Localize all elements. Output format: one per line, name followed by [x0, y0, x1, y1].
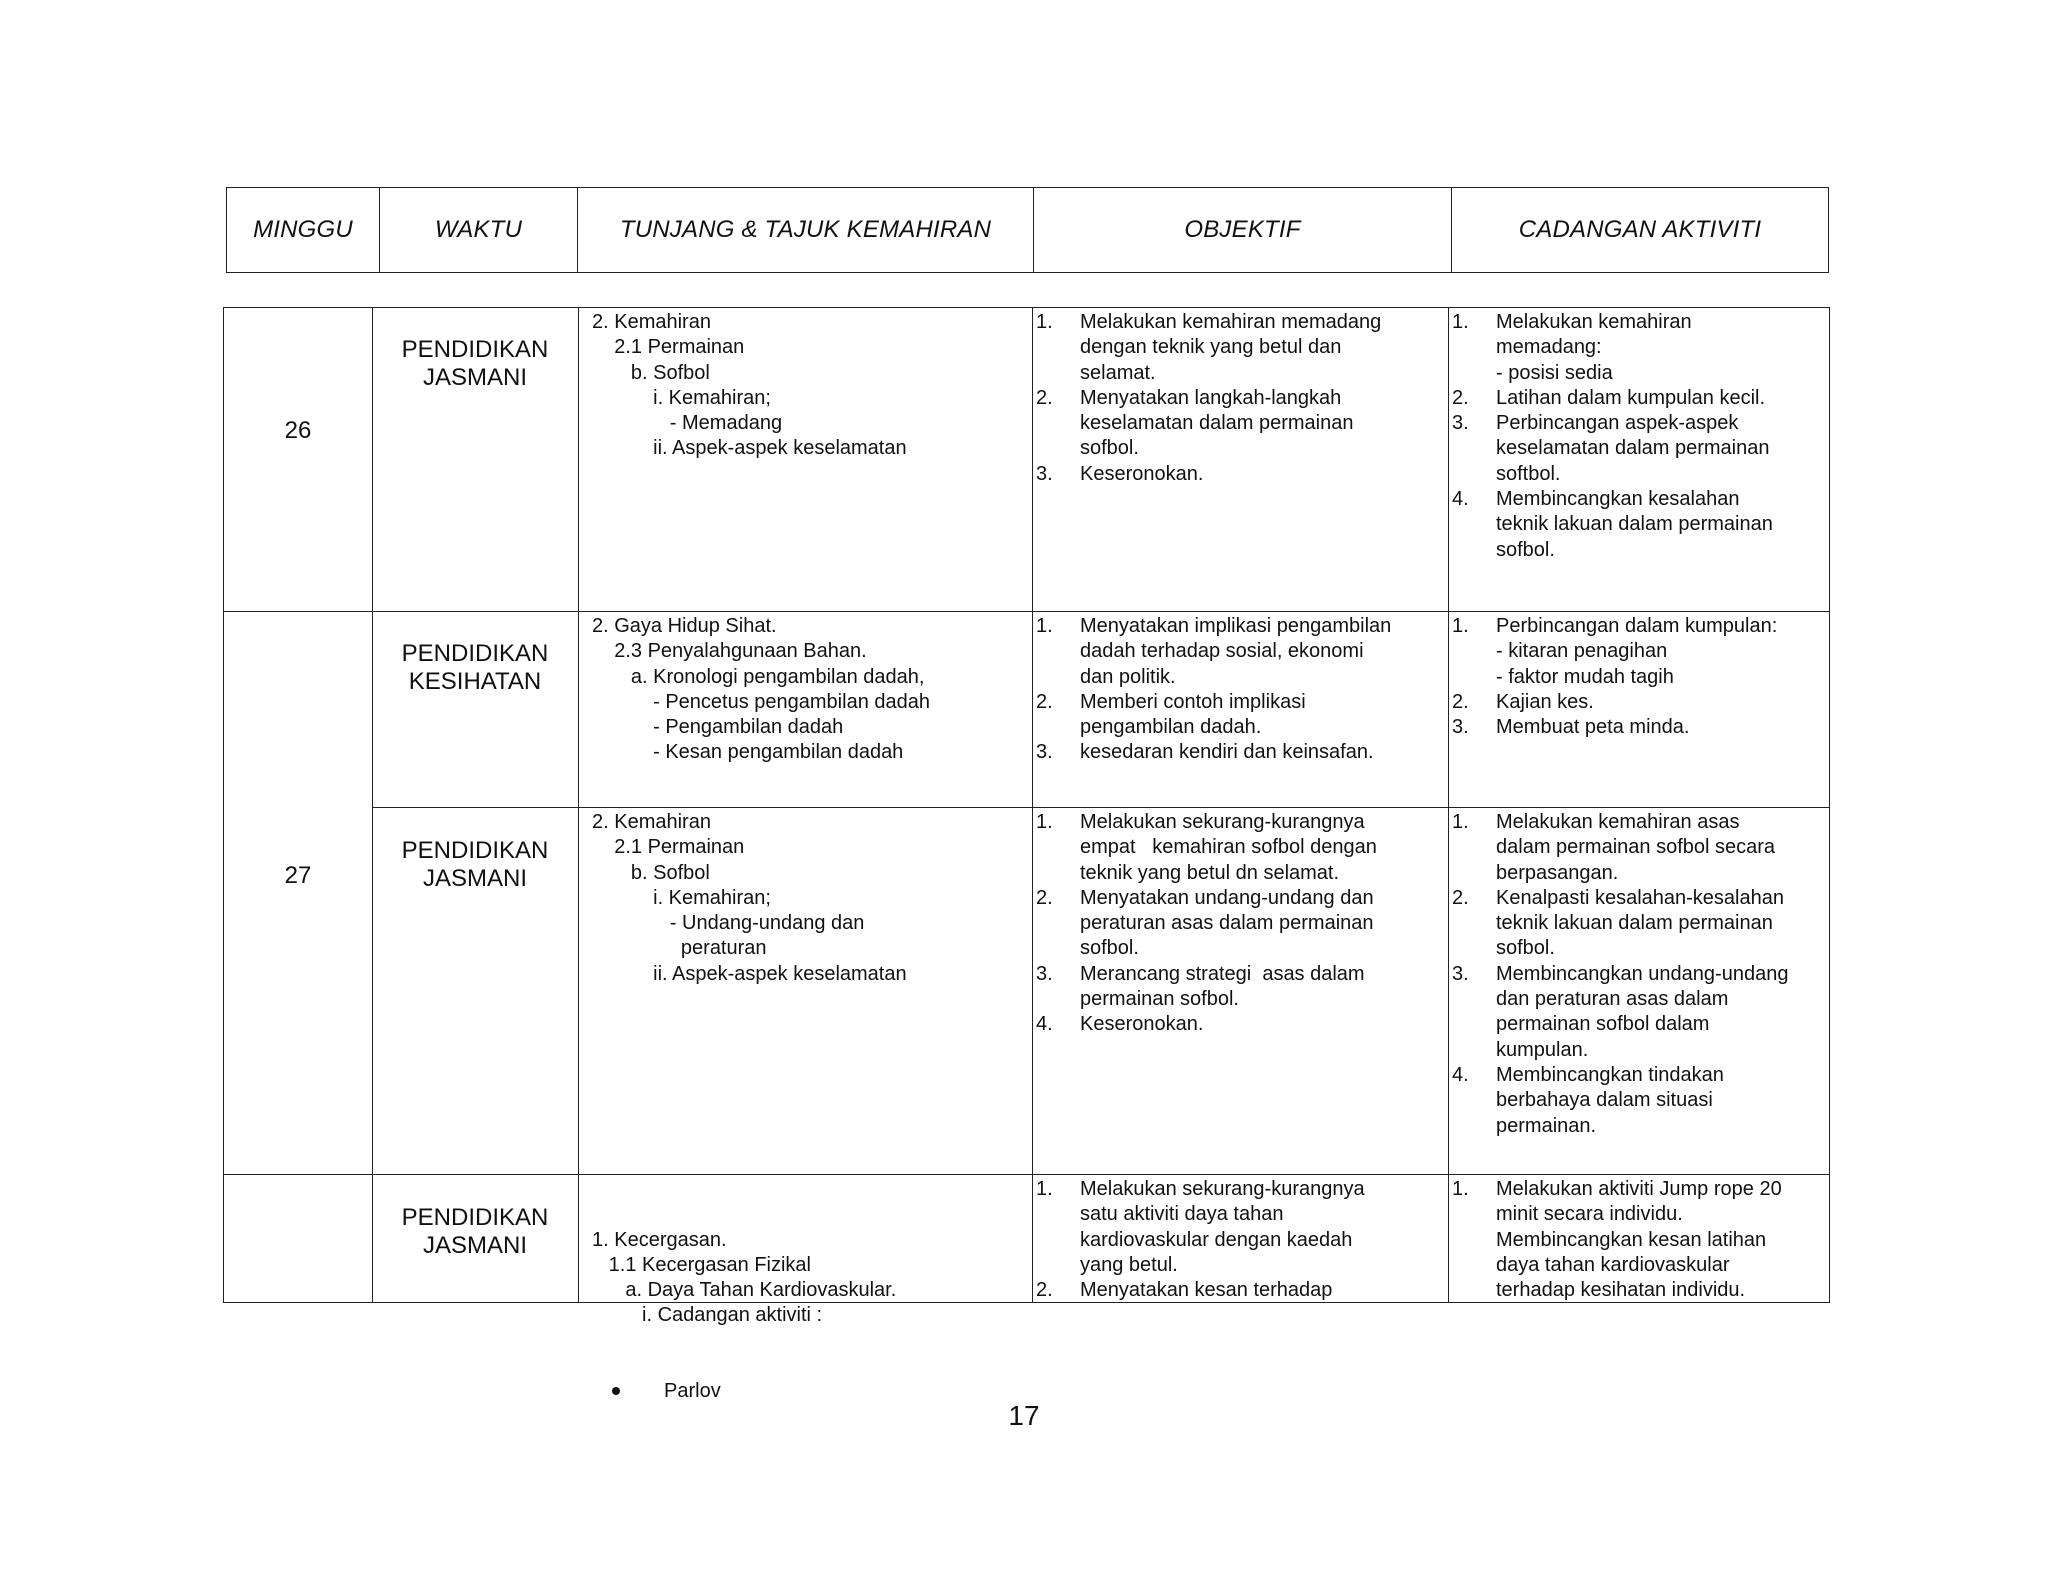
text-line: ii. Aspek-aspek keselamatan: [592, 962, 907, 985]
item-text: dan peraturan asas dalam: [1496, 988, 1729, 1011]
text-line: 2. Kemahiran: [592, 811, 711, 833]
objektif-cell: [1036, 810, 1377, 1038]
item-number: 3.: [1452, 962, 1469, 985]
item-text: Menyatakan undang-undang dan: [1080, 886, 1374, 909]
list-item: [1452, 962, 1788, 987]
waktu-cell: PENDIDIKAN JASMANI: [401, 336, 549, 391]
text-line: b. Sofbol: [592, 361, 710, 384]
col-divider: [1032, 308, 1033, 1302]
list-item: [1452, 886, 1788, 911]
list-item: [1036, 614, 1391, 639]
text-line: 1. Kecergasan.: [592, 1228, 727, 1251]
objektif-cell: [1036, 1177, 1365, 1303]
item-text: Menyatakan implikasi pengambilan: [1080, 615, 1392, 637]
item-text: permainan sofbol dalam: [1496, 1013, 1710, 1036]
tunjang-lines: [592, 1228, 896, 1329]
item-text: Melakukan kemahiran memadang: [1080, 311, 1382, 333]
list-item: [1036, 1253, 1365, 1278]
row-divider: [372, 807, 1829, 808]
item-text: yang betul.: [1080, 1253, 1178, 1276]
item-text: Perbincangan aspek-aspek: [1496, 412, 1739, 435]
item-number: 4.: [1036, 1013, 1053, 1036]
list-item: [1452, 810, 1788, 835]
item-text: Latihan dalam kumpulan kecil.: [1496, 386, 1766, 409]
item-text: Perbincangan dalam kumpulan:: [1496, 615, 1778, 637]
item-text: Melakukan kemahiran: [1496, 311, 1692, 333]
row-divider: [224, 1174, 1829, 1175]
item-text: Menyatakan langkah-langkah: [1080, 386, 1342, 409]
list-item: [1036, 690, 1391, 715]
item-text: kardiovaskular dengan kaedah: [1080, 1228, 1353, 1251]
item-text: softbol.: [1496, 462, 1561, 485]
item-text: Merancang strategi asas dalam: [1080, 962, 1365, 985]
text-line: - Undang-undang dan: [592, 912, 865, 935]
item-text: dadah terhadap sosial, ekonomi: [1080, 640, 1364, 663]
item-number: 1.: [1452, 1178, 1469, 1200]
list-item: [1452, 1202, 1782, 1227]
list-item: [1036, 1202, 1365, 1227]
item-number: 2.: [1036, 1279, 1053, 1302]
item-text: minit secara individu.: [1496, 1203, 1683, 1226]
text-line: b. Sofbol: [592, 861, 710, 884]
list-item: [1036, 835, 1377, 860]
header-minggu: MINGGU: [227, 188, 380, 272]
list-item: [1036, 1228, 1365, 1253]
text-line: i. Kemahiran;: [592, 886, 771, 909]
list-item: [1036, 1177, 1365, 1202]
item-text: teknik lakuan dalam permainan: [1496, 912, 1773, 935]
text-line: peraturan: [592, 937, 767, 960]
bullet-text: Parlov: [664, 1380, 721, 1403]
item-text: permainan sofbol.: [1080, 988, 1239, 1011]
item-text: Menyatakan kesan terhadap: [1080, 1279, 1333, 1302]
list-item: [1452, 1114, 1788, 1139]
item-number: 1.: [1452, 811, 1469, 833]
schedule-table: [223, 307, 1830, 1403]
list-item: [1452, 462, 1773, 487]
cadangan-cell: [1452, 614, 1777, 740]
list-item: [1036, 886, 1377, 911]
list-item: [1452, 1038, 1788, 1063]
list-item: [1452, 1063, 1788, 1088]
list-item: [1452, 361, 1773, 386]
item-text: Membincangkan kesan latihan: [1496, 1228, 1767, 1251]
item-text: Kajian kes.: [1496, 690, 1594, 713]
item-number: 1.: [1036, 311, 1053, 333]
item-number: 2.: [1452, 386, 1469, 409]
item-text: sofbol.: [1496, 937, 1555, 960]
list-item: [1036, 911, 1377, 936]
list-item: [1452, 1278, 1782, 1303]
item-text: pengambilan dadah.: [1080, 716, 1262, 739]
bullet-icon: [612, 1387, 620, 1395]
cadangan-cell: [1452, 810, 1788, 1139]
list-item: [1036, 861, 1377, 886]
list-item: [1036, 411, 1381, 436]
item-text: Melakukan sekurang-kurangnya: [1080, 1178, 1365, 1200]
text-line: 2.1 Permainan: [592, 336, 745, 359]
tunjang-cell: [592, 310, 907, 462]
list-item: [1452, 1177, 1782, 1202]
item-text: Membuat peta minda.: [1496, 716, 1690, 739]
item-number: 1.: [1036, 615, 1053, 637]
list-item: [1036, 962, 1377, 987]
list-item: [1452, 639, 1777, 664]
text-line: ii. Aspek-aspek keselamatan: [592, 437, 907, 460]
item-text: daya tahan kardiovaskular: [1496, 1253, 1730, 1276]
text-line: 1.1 Kecergasan Fizikal: [592, 1253, 811, 1276]
cadangan-cell: [1452, 310, 1773, 563]
text-line: a. Daya Tahan Kardiovaskular.: [592, 1279, 897, 1302]
item-text: sofbol.: [1496, 538, 1555, 561]
item-text: Membincangkan kesalahan: [1496, 488, 1740, 511]
item-text: Melakukan sekurang-kurangnya: [1080, 811, 1365, 833]
table-header: [226, 187, 1829, 273]
col-divider: [372, 308, 373, 1302]
text-line: - Memadang: [592, 412, 783, 435]
waktu-cell: PENDIDIKAN JASMANI: [401, 837, 549, 892]
page-number: 17: [1008, 1400, 1040, 1431]
list-item: [1036, 639, 1391, 664]
item-text: Memberi contoh implikasi: [1080, 690, 1306, 713]
item-text: sofbol.: [1080, 937, 1139, 960]
row-divider: [224, 611, 1829, 612]
list-item: [1452, 436, 1773, 461]
text-line: a. Kronologi pengambilan dadah,: [592, 665, 925, 688]
col-divider: [578, 308, 579, 1302]
list-item: [1452, 936, 1788, 961]
waktu-cell: PENDIDIKAN JASMANI: [401, 1204, 549, 1259]
item-number: 1.: [1036, 811, 1053, 833]
item-number: 3.: [1036, 741, 1053, 764]
week-number: 27: [284, 862, 312, 889]
item-number: 2.: [1036, 690, 1053, 713]
list-item: [1036, 436, 1381, 461]
item-text: terhadap kesihatan individu.: [1496, 1279, 1746, 1302]
item-text: keselamatan dalam permainan: [1496, 437, 1770, 460]
text-line: 2. Kemahiran: [592, 311, 711, 333]
list-item: [1452, 512, 1773, 537]
item-text: kesedaran kendiri dan keinsafan.: [1080, 741, 1374, 764]
item-text: Melakukan kemahiran asas: [1496, 811, 1740, 833]
list-item: [1036, 335, 1381, 360]
item-text: Membincangkan undang-undang: [1496, 962, 1789, 985]
list-item: [1452, 411, 1773, 436]
item-text: Melakukan aktiviti Jump rope 20: [1496, 1178, 1782, 1200]
objektif-cell: [1036, 614, 1391, 766]
header-cadangan: CADANGAN AKTIVITI: [1518, 216, 1762, 243]
item-text: satu aktiviti daya tahan: [1080, 1203, 1284, 1226]
item-number: 2.: [1036, 886, 1053, 909]
list-item: [1452, 538, 1773, 563]
list-item: [1452, 1012, 1788, 1037]
item-number: 4.: [1452, 488, 1469, 511]
text-line: i. Kemahiran;: [592, 386, 771, 409]
item-text: Membincangkan tindakan: [1496, 1063, 1724, 1086]
list-item: [1036, 1278, 1365, 1303]
list-item: [1036, 462, 1381, 487]
text-line: 2. Gaya Hidup Sihat.: [592, 615, 777, 637]
item-text: empat kemahiran sofbol dengan: [1080, 836, 1377, 859]
item-text: dengan teknik yang betul dan: [1080, 336, 1342, 359]
list-item: [1452, 911, 1788, 936]
item-text: peraturan asas dalam permainan: [1080, 912, 1374, 935]
list-item: [1452, 690, 1777, 715]
text-line: - Pencetus pengambilan dadah: [592, 690, 930, 713]
list-item: [1036, 987, 1377, 1012]
list-item: [1452, 987, 1788, 1012]
item-text: dalam permainan sofbol secara: [1496, 836, 1776, 859]
item-text: berpasangan.: [1496, 861, 1619, 884]
item-text: kumpulan.: [1496, 1038, 1589, 1061]
item-number: 3.: [1452, 412, 1469, 435]
item-text: Kenalpasti kesalahan-kesalahan: [1496, 886, 1784, 909]
list-item: [1452, 1088, 1788, 1113]
item-text: - kitaran penagihan: [1496, 640, 1668, 663]
item-text: sofbol.: [1080, 437, 1139, 460]
item-number: 1.: [1452, 615, 1469, 637]
objektif-cell: [1036, 310, 1381, 487]
list-item: [1452, 487, 1773, 512]
list-item: [1452, 335, 1773, 360]
header-objektif: OBJEKTIF: [1034, 188, 1452, 272]
list-item: [1452, 1253, 1782, 1278]
list-item: [1452, 835, 1788, 860]
list-item: [1452, 715, 1777, 740]
list-item: [1036, 310, 1381, 335]
item-text: teknik yang betul dn selamat.: [1080, 861, 1340, 884]
item-number: 3.: [1452, 716, 1469, 739]
item-number: 1.: [1452, 311, 1469, 333]
item-text: teknik lakuan dalam permainan: [1496, 513, 1773, 536]
waktu-cell: PENDIDIKAN KESIHATAN: [401, 640, 549, 695]
cadangan-cell: [1452, 1177, 1782, 1303]
col-divider: [1448, 308, 1449, 1302]
text-line: 2.3 Penyalahgunaan Bahan.: [592, 640, 867, 663]
item-number: 1.: [1036, 1178, 1053, 1200]
item-text: berbahaya dalam situasi: [1496, 1089, 1713, 1112]
item-text: memadang:: [1496, 336, 1602, 359]
header-tunjang: TUNJANG & TAJUK KEMAHIRAN: [578, 188, 1034, 272]
list-item: [1452, 386, 1773, 411]
item-text: Keseronokan.: [1080, 1013, 1204, 1036]
list-item: [1452, 614, 1777, 639]
item-number: 3.: [1036, 462, 1053, 485]
item-number: 4.: [1452, 1063, 1469, 1086]
list-item: [1452, 1228, 1782, 1253]
list-item: [1036, 740, 1391, 765]
item-text: - posisi sedia: [1496, 361, 1613, 384]
item-number: 2.: [1036, 386, 1053, 409]
text-line: - Pengambilan dadah: [592, 716, 844, 739]
week-number: 26: [284, 417, 312, 444]
list-item: [1452, 310, 1773, 335]
item-text: Keseronokan.: [1080, 462, 1204, 485]
list-item: [1036, 665, 1391, 690]
item-text: dan politik.: [1080, 665, 1176, 688]
list-item: [1036, 936, 1377, 961]
list-item: [1036, 810, 1377, 835]
list-item: [1452, 665, 1777, 690]
list-item: [1036, 386, 1381, 411]
tunjang-cell: [592, 810, 907, 987]
list-item: [1036, 361, 1381, 386]
item-text: selamat.: [1080, 361, 1156, 384]
item-text: - faktor mudah tagih: [1496, 665, 1674, 688]
text-line: i. Cadangan aktiviti :: [592, 1304, 823, 1327]
item-number: 2.: [1452, 690, 1469, 713]
list-item: [1036, 1012, 1377, 1037]
header-waktu: WAKTU: [380, 188, 578, 272]
tunjang-cell: [592, 614, 930, 766]
item-text: permainan.: [1496, 1114, 1597, 1137]
item-number: 3.: [1036, 962, 1053, 985]
item-text: keselamatan dalam permainan: [1080, 412, 1354, 435]
list-item: [1452, 861, 1788, 886]
text-line: - Kesan pengambilan dadah: [592, 741, 904, 764]
list-item: [1036, 715, 1391, 740]
item-number: 2.: [1452, 886, 1469, 909]
text-line: 2.1 Permainan: [592, 836, 745, 859]
